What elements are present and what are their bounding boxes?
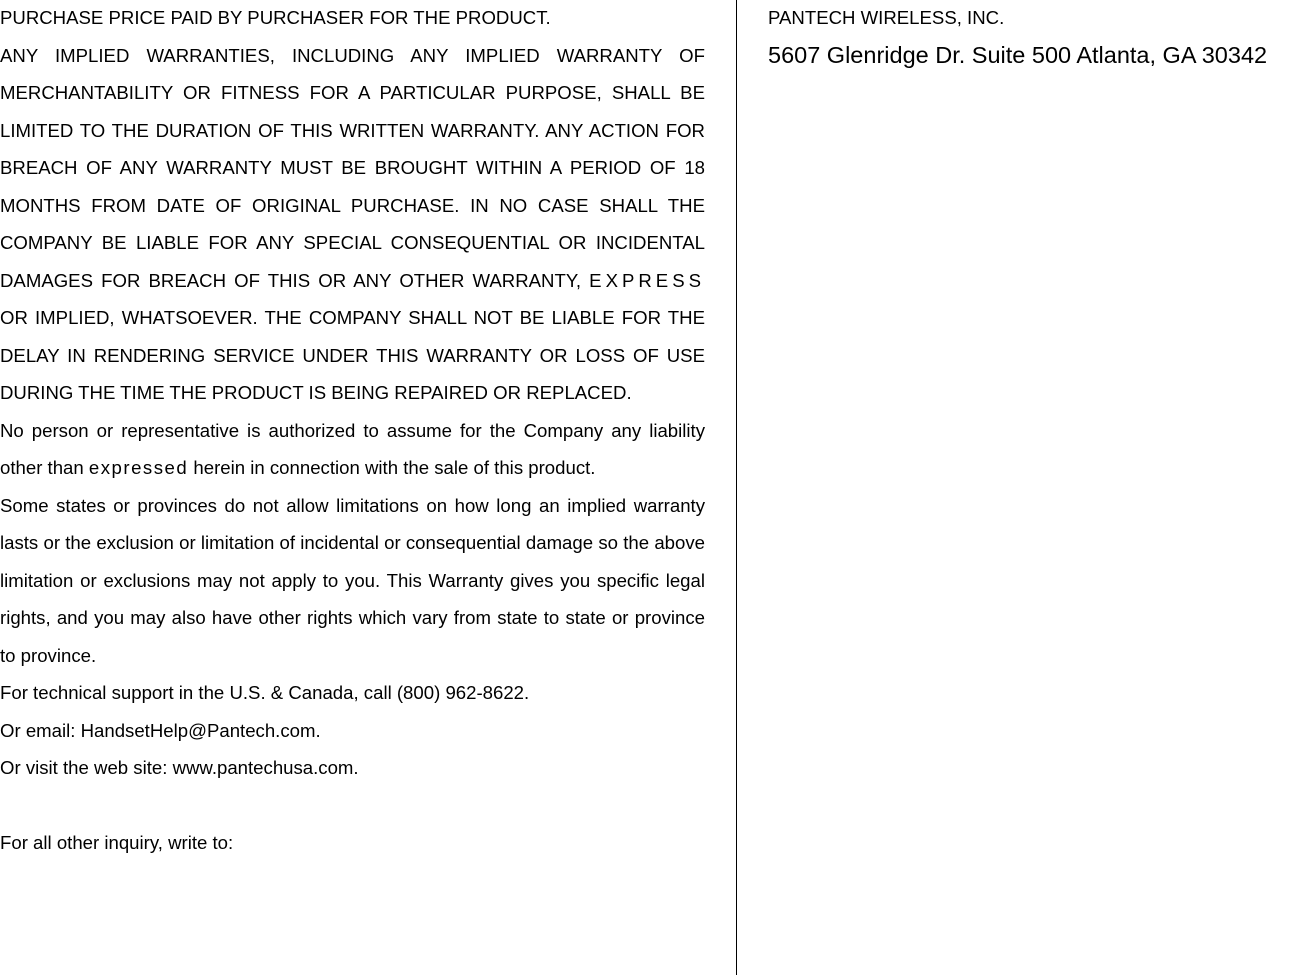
purchase-price-line: PURCHASE PRICE PAID BY PURCHASER FOR THE PRODUCT. [0,7,551,28]
tech-support-line: For technical support in the U.S. & Canada, call (800) 962-8622. [0,682,530,703]
implied-warranty-text-2: OR IMPLIED, WHATSOEVER. THE COMPANY SHALL NOT BE LIABLE FOR THE DELAY IN RENDERING SERVICE UNDER THIS WARRANTY OR LOSS OF USE DURING THE TIME THE PRODUCT IS BEING REPAIRED OR REPLACED. [0,307,705,403]
no-person-text-2: herein in connection with the sale of this product. [193,457,596,478]
column-divider [736,0,737,975]
website-line: Or visit the web site: www.pantechusa.com. [0,757,359,778]
right-column [768,0,1302,975]
implied-warranty-text-1: ANY IMPLIED WARRANTIES, INCLUDING ANY IMPLIED WARRANTY OF MERCHANTABILITY OR FITNESS FOR A PARTICULAR PURPOSE, SHALL BE LIMITED TO THE DURATION OF THIS WRITTEN WARRANTY. ANY ACTION FOR BREACH OF ANY WARRANTY MUST BE BROUGHT WITHIN A PERIOD OF 18 MONTHS FROM DATE OF ORIGINAL PURCHASE. IN NO CASE SHALL THE COMPANY BE LIABLE FOR ANY SPECIAL CONSEQUENTIAL OR INCIDENTAL DAMAGES FOR BREACH OF THIS OR ANY OTHER WARRANTY, [0,44,705,291]
no-person-text-1: No person or representative is authorized to assume for the Company any liability other than [0,419,705,478]
states-paragraph: Some states or provinces do not allow limitations on how long an implied warranty lasts or the exclusion or limitation of incidental or consequential damage so the above limitation or exclusions may not apply to you. This Warranty gives you specific legal rights, and you may also have other rights which vary from state to state or province to province. [0,494,705,666]
expressed-word: expressed [88,457,189,478]
implied-warranty-paragraph [0,37,705,412]
email-line: Or email: HandsetHelp@Pantech.com. [0,719,321,741]
company-address: 5607 Glenridge Dr. Suite 500 Atlanta, GA 30342 [768,41,1268,68]
other-inquiry-line: For all other inquiry, write to: [0,832,234,853]
no-person-paragraph [0,412,705,487]
express-word: EXPRESS [589,269,706,291]
blank-line [0,787,705,825]
company-name: PANTECH WIRELESS, INC. [768,7,1005,28]
